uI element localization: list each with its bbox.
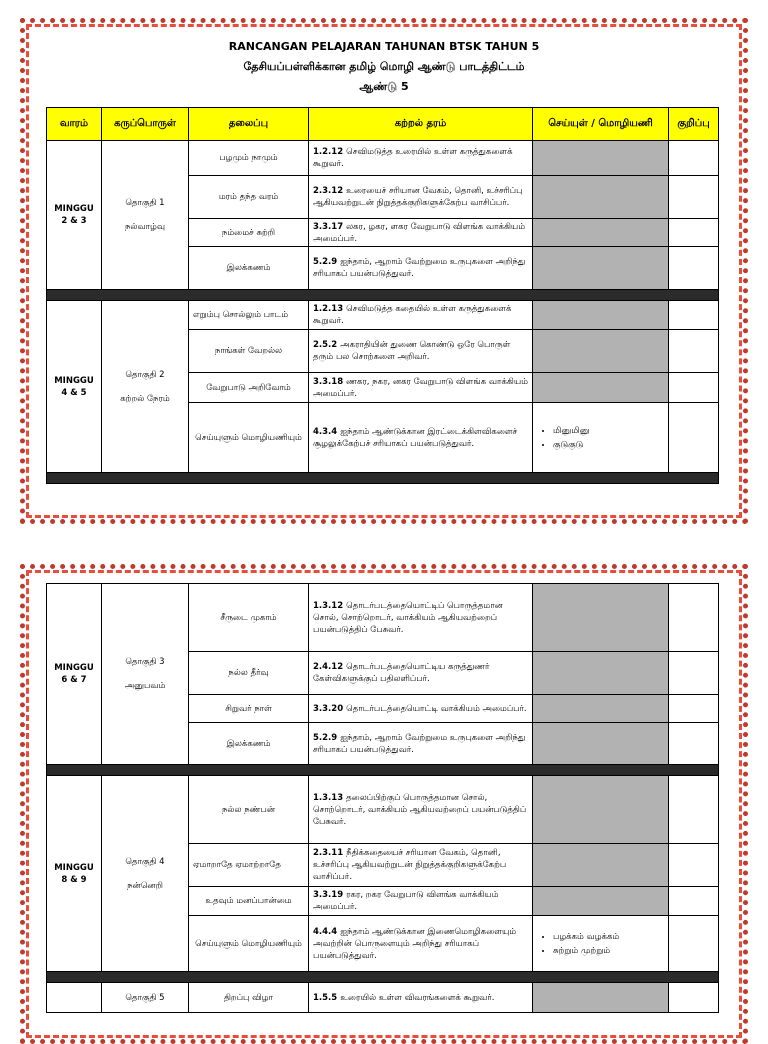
standard-text: ரகர, றகர வேறுபாடு விளங்க வாக்கியம் அமைப்பர். — [313, 890, 499, 912]
topic-cell: உதவும் மனப்பான்மை — [189, 887, 309, 916]
header-poem-language: செய்யுள் / மொழியணி — [533, 108, 669, 141]
theme-cell — [102, 301, 189, 473]
notes-cell — [669, 403, 719, 473]
separator-band — [47, 473, 719, 484]
standard-cell — [309, 916, 533, 972]
theme-subtitle: அனுபவம் — [124, 681, 166, 691]
week-cell: MINGGU 4 & 5 — [47, 301, 102, 473]
standard-code: 1.5.5 — [313, 992, 338, 1003]
separator-cell — [47, 290, 719, 301]
notes-cell — [669, 330, 719, 373]
poem-cell — [533, 652, 669, 695]
notes-cell — [669, 584, 719, 652]
standard-cell — [309, 176, 533, 219]
topic-cell: இலக்கணம் — [189, 247, 309, 290]
header-notes: குறிப்பு — [669, 108, 719, 141]
standard-text: உரையில் உள்ள விவரங்களைக் கூறுவர். — [340, 992, 495, 1003]
notes-cell — [669, 887, 719, 916]
poem-cell — [533, 403, 669, 473]
table-row — [47, 301, 719, 330]
theme-title: தொகுதி 4 — [125, 856, 165, 867]
standard-text: செவிமடுத்த உரையில் உள்ள கருத்துகளைக் கூறுவர். — [313, 147, 513, 169]
topic-cell: பழமும் நாமும் — [189, 141, 309, 176]
theme-subtitle: நன்னெறி — [127, 880, 163, 891]
separator-cell — [47, 473, 719, 484]
standard-code: 3.3.18 — [313, 376, 344, 387]
topic-cell: நல்ல தீர்வு — [189, 652, 309, 695]
theme-title: தொகுதி 1 — [125, 198, 165, 208]
doc-title-malay: RANCANGAN PELAJARAN TAHUNAN BTSK TAHUN 5 — [228, 40, 540, 53]
standard-cell — [309, 983, 533, 1013]
topic-cell: திறப்பு விழா — [189, 983, 309, 1013]
notes-cell — [669, 176, 719, 219]
standard-cell — [309, 330, 533, 373]
standard-cell — [309, 695, 533, 723]
separator-band — [47, 290, 719, 301]
standard-text: நீதிக்கதையைச் சரியான வேகம், தொனி, உச்சரிப்பு ஆகியவற்றுடன் நிறுத்தக்குறிகளுக்கேற்ப வாசிப்பர். — [313, 848, 507, 882]
standard-text: உரையைச் சரியான வேகம், தொனி, உச்சரிப்பு ஆகியவற்றுடன் நிறுத்தக்குறிகளுக்கேற்ப வாசிப்பர். — [313, 186, 523, 208]
poem-item: • மினுமினு — [553, 424, 664, 438]
topic-cell: வேறுபாடு அறிவோம் — [189, 373, 309, 403]
separator-cell — [47, 972, 719, 983]
standard-text: ஐந்தாம், ஆறாம் வேற்றுமை உருபுகளை அறிந்து சரியாகப் பயன்படுத்துவர். — [313, 257, 526, 279]
notes-cell — [669, 776, 719, 844]
page-2 — [20, 564, 748, 1044]
separator-cell — [47, 765, 719, 776]
theme-title: தொகுதி 5 — [125, 992, 165, 1003]
lesson-plan-table — [46, 107, 719, 484]
separator-band — [47, 972, 719, 983]
poem-cell — [533, 330, 669, 373]
separator-band — [47, 765, 719, 776]
topic-cell: நாங்கள் வேறல்ல — [189, 330, 309, 373]
standard-text: தலைப்பிற்குப் பொருத்தமான சொல், சொற்றொடர், வாக்கியம் ஆகியவற்றைப் பயன்படுத்திப் பேசுவர். — [313, 792, 527, 827]
standard-text: ஐந்தாம், ஆறாம் வேற்றுமை உருபுகளை அறிந்து சரியாகப் பயன்படுத்துவர். — [313, 732, 526, 755]
notes-cell — [669, 983, 719, 1013]
table-row — [47, 983, 719, 1013]
standard-cell — [309, 652, 533, 695]
table-row — [47, 776, 719, 844]
header-week: வாரம் — [47, 108, 102, 141]
header-learning-standard: கற்றல் தரம் — [309, 108, 533, 141]
standard-code: 2.5.2 — [313, 340, 338, 350]
standard-code: 5.2.9 — [313, 257, 338, 267]
standard-code: 1.2.12 — [313, 147, 344, 157]
standard-code: 2.4.12 — [313, 662, 344, 672]
notes-cell — [669, 301, 719, 330]
poem-item: • குடுகுடு — [553, 438, 664, 452]
standard-code: 1.2.13 — [313, 304, 344, 314]
theme-cell — [102, 141, 189, 290]
standard-cell — [309, 776, 533, 844]
poem-cell — [533, 983, 669, 1013]
notes-cell — [669, 141, 719, 176]
notes-cell — [669, 219, 719, 247]
standard-text: ணகர, நகர, னகர வேறுபாடு விளங்க வாக்கியம் அமைப்பர். — [313, 376, 528, 399]
standard-cell — [309, 141, 533, 176]
week-cell: MINGGU 6 & 7 — [47, 584, 102, 765]
theme-title: தொகுதி 3 — [125, 657, 165, 667]
poem-cell — [533, 301, 669, 330]
week-cell: MINGGU 2 & 3 — [47, 141, 102, 290]
notes-cell — [669, 916, 719, 972]
title-block — [25, 37, 743, 97]
poem-cell — [533, 695, 669, 723]
topic-cell: எறும்பு சொல்லும் பாடம் — [189, 301, 309, 330]
standard-cell — [309, 247, 533, 290]
topic-cell: செய்யுளும் மொழியணியும் — [189, 916, 309, 972]
poem-item: • பழக்கம் வழக்கம் — [553, 930, 664, 944]
notes-cell — [669, 373, 719, 403]
table-row — [47, 584, 719, 652]
theme-cell — [102, 584, 189, 765]
poem-item: • சுற்றும் முற்றும் — [553, 944, 664, 958]
poem-list — [537, 930, 664, 958]
theme-subtitle: கற்றல் நேரம் — [120, 393, 170, 404]
standard-code: 4.4.4 — [313, 926, 338, 937]
poem-list — [537, 424, 664, 452]
topic-cell: செய்யுளும் மொழியணியும் — [189, 403, 309, 473]
standard-text: ஐந்தாம் ஆண்டுக்கான இணைமொழிகளையும் அவற்றின் பொருளையும் அறிந்து சரியாகப் பயன்படுத்துவர். — [313, 926, 517, 961]
week-cell — [47, 983, 102, 1013]
standard-text: செவிமடுத்த கதையில் உள்ள கருத்துகளைக் கூறுவர். — [313, 304, 512, 326]
topic-cell: நம்மைச் சுற்றி — [189, 219, 309, 247]
standard-code: 2.3.11 — [313, 848, 344, 858]
notes-cell — [669, 723, 719, 765]
poem-cell — [533, 247, 669, 290]
theme-title: தொகுதி 2 — [125, 369, 165, 380]
standard-cell — [309, 584, 533, 652]
standard-cell — [309, 887, 533, 916]
standard-cell — [309, 403, 533, 473]
doc-year: ஆண்டு 5 — [359, 80, 409, 93]
topic-cell: சிறுவர் நாள் — [189, 695, 309, 723]
standard-code: 1.3.13 — [313, 792, 344, 803]
standard-text: தொடர்படத்தையொட்டி வாக்கியம் அமைப்பர். — [346, 703, 527, 714]
poem-cell — [533, 776, 669, 844]
notes-cell — [669, 247, 719, 290]
standard-code: 3.3.17 — [313, 221, 344, 232]
standard-code: 5.2.9 — [313, 732, 338, 743]
poem-cell — [533, 219, 669, 247]
week-cell: MINGGU 8 & 9 — [47, 776, 102, 972]
topic-cell: நல்ல நண்பன் — [189, 776, 309, 844]
standard-cell — [309, 373, 533, 403]
theme-cell — [102, 983, 189, 1013]
theme-subtitle: நல்வாழ்வு — [124, 222, 166, 232]
poem-cell — [533, 373, 669, 403]
standard-text: அகராதியின் துணை கொண்டு ஒரே பொருள் தரும் பல சொற்களை அறிவர். — [313, 340, 511, 362]
topic-cell: சீருடை முகாம் — [189, 584, 309, 652]
poem-cell — [533, 844, 669, 887]
notes-cell — [669, 844, 719, 887]
standard-text: தொடர்படத்தையொட்டிப் பொருத்தமான சொல், சொற்றொடர், வாக்கியம் ஆகியவற்றைப் பயன்படுத்திப் பேசுவர். — [313, 600, 503, 635]
poem-cell — [533, 584, 669, 652]
poem-cell — [533, 141, 669, 176]
standard-cell — [309, 301, 533, 330]
standard-code: 3.3.20 — [313, 703, 344, 714]
poem-cell — [533, 887, 669, 916]
topic-cell: இலக்கணம் — [189, 723, 309, 765]
standard-cell — [309, 844, 533, 887]
standard-text: தொடர்படத்தையொட்டிய கருத்துணர் கேள்விகளுக்குப் பதிலளிப்பர். — [313, 662, 490, 684]
topic-cell: மரம் தந்த வரம் — [189, 176, 309, 219]
lesson-plan-table — [46, 583, 719, 1013]
header-theme: கருப்பொருள் — [102, 108, 189, 141]
standard-code: 2.3.12 — [313, 186, 344, 196]
standard-code: 3.3.19 — [313, 890, 344, 900]
poem-cell — [533, 723, 669, 765]
table-row — [47, 141, 719, 176]
page-1 — [20, 18, 748, 524]
poem-cell — [533, 916, 669, 972]
standard-cell — [309, 723, 533, 765]
standard-code: 1.3.12 — [313, 600, 344, 611]
standard-cell — [309, 219, 533, 247]
theme-cell — [102, 776, 189, 972]
standard-code: 4.3.4 — [313, 426, 338, 437]
standard-text: லகர, ழகர, ளகர வேறுபாடு விளங்க வாக்கியம் அமைப்பர். — [313, 221, 526, 244]
notes-cell — [669, 652, 719, 695]
header-row — [47, 108, 719, 141]
doc-title-tamil: தேசியப்பள்ளிக்கான தமிழ் மொழி ஆண்டு பாடத்திட்டம் — [243, 60, 525, 73]
poem-cell — [533, 176, 669, 219]
notes-cell — [669, 695, 719, 723]
topic-cell: ஏமாறாதே ஏமாற்றாதே — [189, 844, 309, 887]
standard-text: ஐந்தாம் ஆண்டுக்கான இரட்டைக்கிளவிகளைச் சூழலுக்கேற்பச் சரியாகப் பயன்படுத்துவர். — [313, 426, 518, 449]
header-topic: தலைப்பு — [189, 108, 309, 141]
